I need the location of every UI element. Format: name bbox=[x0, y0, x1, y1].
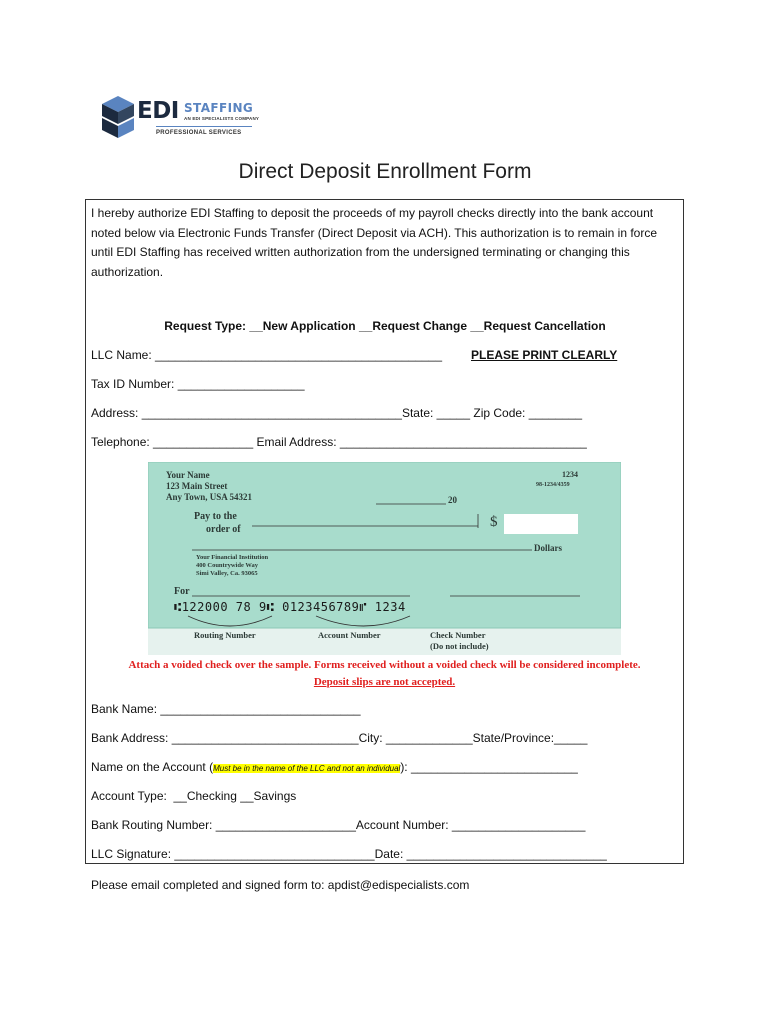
logo-tagline: AN EDI SPECIALISTS COMPANY bbox=[184, 116, 260, 121]
check-bank-name: Your Financial Institution bbox=[196, 554, 269, 561]
llc-name-requirement-note: Must be in the name of the LLC and not an individual bbox=[213, 764, 401, 773]
check-bank-city: Simi Valley, Ca. 93065 bbox=[196, 570, 258, 577]
request-type: Request Type: __New Application __Request Change __Request Cancellation bbox=[164, 319, 606, 333]
address-field[interactable]: Address: _______________________________________State: _____ Zip Code: ________ bbox=[91, 406, 583, 420]
check-pay-to: Pay to the bbox=[194, 511, 237, 522]
check-city: Any Town, USA 54321 bbox=[166, 492, 253, 502]
account-number-label: Account Number bbox=[318, 630, 381, 640]
check-micr-line: ⑆122000 78 9⑆ 0123456789⑈ 1234 bbox=[174, 600, 406, 614]
authorization-text: I hereby authorize EDI Staffing to deposit the proceeds of my payroll checks directly into the bank account noted below via Electronic Funds Transfer (Direct Deposit via ACH). This authorization is to remain in force until EDI Staffing has received written authorization from the undersigned terminating or changing this authorization. bbox=[91, 206, 658, 279]
check-order-of: order of bbox=[206, 524, 241, 535]
llc-name-field[interactable]: LLC Name: ___________________________________________ bbox=[91, 348, 442, 362]
deposit-slip-notice: Deposit slips are not accepted. bbox=[313, 676, 456, 688]
bank-name-field[interactable]: Bank Name: ______________________________ bbox=[91, 702, 361, 716]
check-number-note: (Do not include) bbox=[430, 641, 489, 651]
check-account-holder: Your Name bbox=[166, 470, 210, 480]
check-routing-code: 98-1234/4359 bbox=[536, 482, 570, 488]
name-on-account-field[interactable] bbox=[91, 760, 578, 774]
check-number: 1234 bbox=[562, 470, 578, 479]
check-dollars-label: Dollars bbox=[534, 543, 562, 553]
check-street: 123 Main Street bbox=[166, 481, 228, 491]
email-instruction: Please email completed and signed form to: apdist@edispecialists.com bbox=[91, 878, 470, 892]
logo-divider bbox=[156, 126, 252, 127]
check-date-year: 20 bbox=[448, 495, 457, 505]
tax-id-field[interactable]: Tax ID Number: ___________________ bbox=[91, 377, 305, 391]
check-for-label: For bbox=[174, 586, 190, 597]
check-number-label: Check Number bbox=[430, 630, 486, 640]
logo-cube-icon bbox=[100, 94, 136, 140]
routing-number-label: Routing Number bbox=[194, 630, 256, 640]
telephone-email-field[interactable]: Telephone: _______________ Email Address: _____________________________________ bbox=[91, 435, 587, 449]
check-dollar-sign: $ bbox=[490, 514, 498, 530]
logo-brand: EDI bbox=[137, 98, 179, 124]
page-title: Direct Deposit Enrollment Form bbox=[238, 160, 532, 183]
bank-address-field[interactable]: Bank Address: ____________________________City: _____________State/Province:_____ bbox=[91, 731, 588, 745]
name-on-account-label: Name on the Account ( bbox=[91, 760, 214, 774]
name-on-account-blank[interactable]: ): _________________________ bbox=[400, 760, 578, 774]
voided-check-notice: Attach a voided check over the sample. Forms received without a voided check will be considered incomplete. bbox=[128, 659, 641, 671]
routing-account-field[interactable]: Bank Routing Number: _____________________Account Number: ____________________ bbox=[91, 818, 586, 832]
logo-name: STAFFING bbox=[184, 101, 254, 115]
logo-division: PROFESSIONAL SERVICES bbox=[156, 130, 242, 136]
account-type-field[interactable]: Account Type: __Checking __Savings bbox=[91, 789, 297, 803]
check-bank-street: 400 Countrywide Way bbox=[196, 562, 258, 569]
signature-date-field[interactable]: LLC Signature: ______________________________Date: ______________________________ bbox=[91, 847, 607, 861]
print-clearly-note: PLEASE PRINT CLEARLY bbox=[471, 348, 618, 362]
sample-check bbox=[148, 462, 621, 655]
